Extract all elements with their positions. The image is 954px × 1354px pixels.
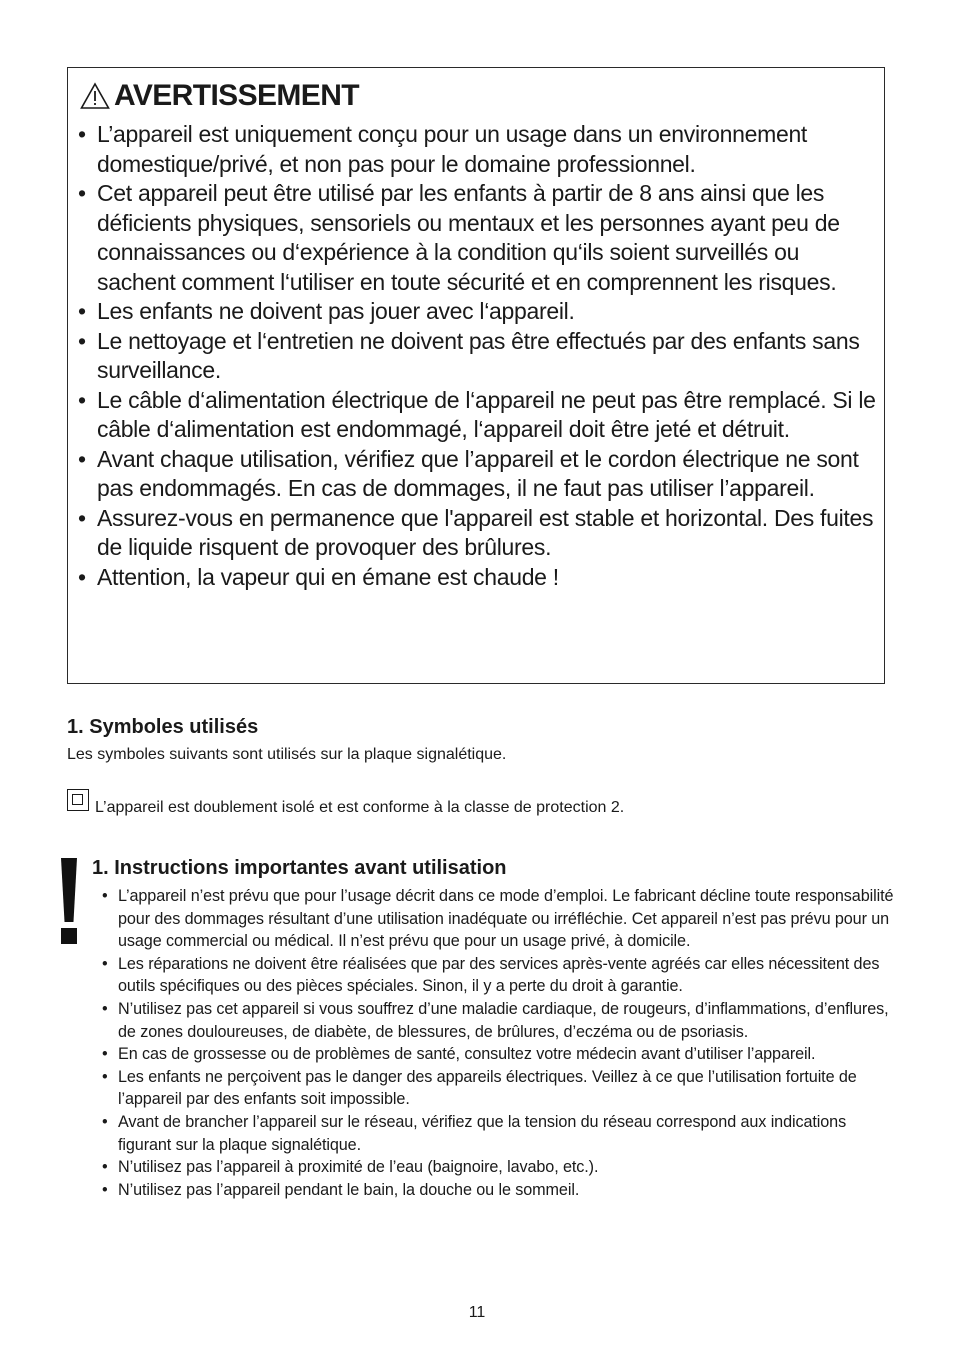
warning-heading [80,78,359,114]
warning-item: • L’appareil est uniquement conçu pour un usage dans un environnement domestique/privé, et non pas pour le domaine professionnel. [78,120,880,179]
exclamation-icon [58,858,80,944]
instruction-item: • Les enfants ne perçoivent pas le danger des appareils électriques. Veillez à ce que l’utilisation fortuite de l’appareil par des enfants soit impossible. [102,1066,894,1111]
instruction-item: • Avant de brancher l’appareil sur le réseau, vérifiez que la tension du réseau correspond aux indications figurant sur la plaque signalétique. [102,1111,894,1156]
instruction-item: • Les réparations ne doivent être réalisées que par des services après-vente agréés car elles nécessitent des outils spécifiques ou des pièces spéciales. Sinon, il y a perte du droit à garantie. [102,953,894,998]
instructions-heading: 1. Instructions importantes avant utilisation [92,857,507,879]
instruction-item: • L’appareil n’est prévu que pour l’usage décrit dans ce mode d’emploi. Le fabricant décline toute responsabilité pour des dommages résultant d’une utilisation inadéquate ou irréfléchie. Cet appareil n’est pas prévu pour un usage commercial ou médical. Il n’est prévu que pour un usage privé, à domicile. [102,885,894,953]
warning-triangle-icon [80,82,110,110]
warning-item: • Avant chaque utilisation, vérifiez que l’appareil et le cordon électrique ne sont pas endommagés. En cas de dommages, il ne faut pas utiliser l’appareil. [78,445,880,504]
warning-item: • Le câble d‘alimentation électrique de l‘appareil ne peut pas être remplacé. Si le câble d‘alimentation est endommagé, l‘appareil doit être jeté et détruit. [78,386,880,445]
page-number: 11 [468,1304,486,1317]
symbols-heading: 1. Symboles utilisés [67,716,259,738]
double-insulation-icon [67,789,89,811]
exclamation-bar [61,858,77,922]
class2-text: L’appareil est doublement isolé et est conforme à la classe de protection 2. [95,799,625,816]
warning-title: AVERTISSEMENT [114,79,360,112]
warning-box [67,67,885,684]
instruction-item: • N’utilisez pas cet appareil si vous souffrez d’une maladie cardiaque, de rougeurs, d’inflammations, d’enflures, de zones douloureuses, de diabète, de blessures, de brûlures, d’eczéma ou de psoriasis. [102,998,894,1043]
instruction-item: • En cas de grossesse ou de problèmes de santé, consultez votre médecin avant d’utiliser l’appareil. [102,1043,894,1066]
warning-item: • Cet appareil peut être utilisé par les enfants à partir de 8 ans ainsi que les déficients physiques, sensoriels ou mentaux et les personnes ayant peu de connaissances ou d‘expérience à la condition qu‘ils soient surveillés ou sachent comment l‘utiliser en toute sécurité et en comprennent les risques. [78,179,880,297]
warning-item: • Le nettoyage et l‘entretien ne doivent pas être effectués par des enfants sans surveillance. [78,327,880,386]
warning-item: • Les enfants ne doivent pas jouer avec l‘appareil. [78,297,880,327]
instruction-item: • N’utilisez pas l’appareil à proximité de l’eau (baignoire, lavabo, etc.). [102,1156,894,1179]
warning-item: • Assurez-vous en permanence que l'appareil est stable et horizontal. Des fuites de liquide risquent de provoquer des brûlures. [78,504,880,563]
class2-row [67,781,624,819]
instructions-list [102,885,894,1201]
exclamation-dot [61,928,77,944]
warning-list [78,120,880,592]
warning-item: • Attention, la vapeur qui en émane est chaude ! [78,563,880,593]
symbols-subtitle: Les symboles suivants sont utilisés sur la plaque signalétique. [67,746,507,763]
instruction-item: • N’utilisez pas l’appareil pendant le bain, la douche ou le sommeil. [102,1179,894,1202]
